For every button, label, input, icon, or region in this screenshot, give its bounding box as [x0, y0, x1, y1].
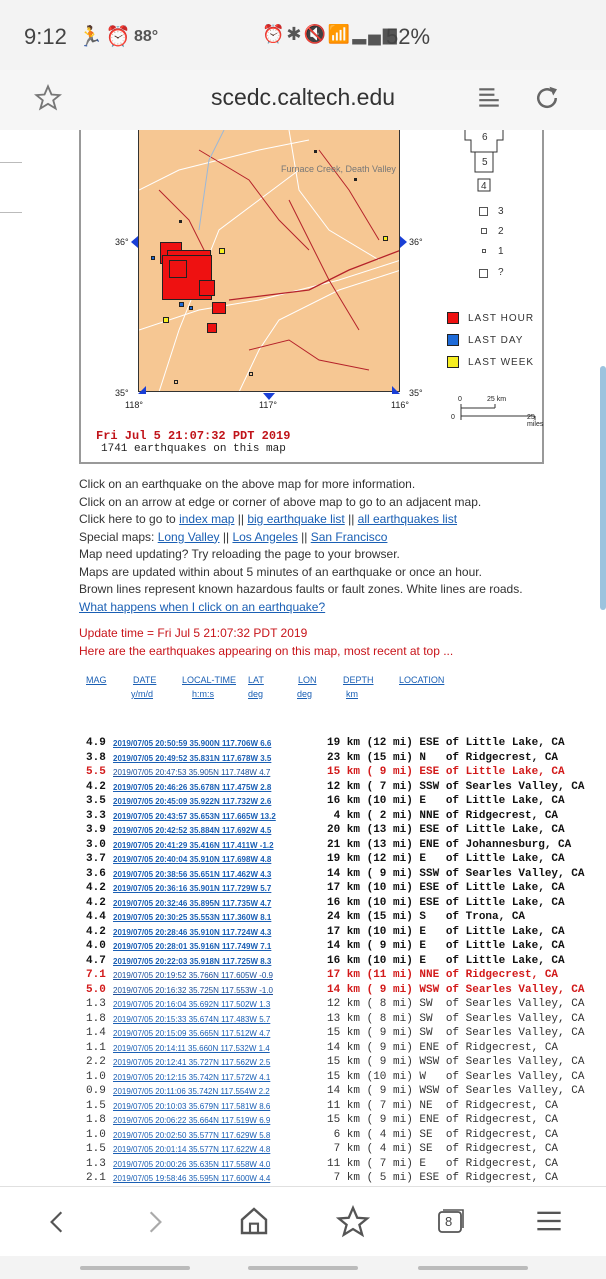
info-line: Click on an earthquake on the above map for more information.	[79, 477, 416, 491]
quake-magnitude: 1.3	[86, 1157, 106, 1170]
info-line: Click on an arrow at edge or corner of above map to go to an adjacent map.	[79, 494, 482, 509]
scale-miles: 25 miles	[527, 414, 544, 428]
quake-location: 12 km ( 8 mi) SW of Searles Valley, CA	[327, 998, 585, 1010]
quake-marker[interactable]	[199, 280, 215, 296]
quake-details-link[interactable]: 2019/07/05 20:40:04 35.910N 117.698W 4.8	[113, 855, 272, 864]
quake-details-link[interactable]: 2019/07/05 20:36:16 35.901N 117.729W 5.7	[113, 884, 272, 893]
quake-details-link[interactable]: 2019/07/05 20:02:50 35.577N 117.629W 5.8	[113, 1130, 271, 1140]
quake-marker[interactable]	[207, 323, 217, 333]
quake-location: 6 km ( 4 mi) SE of Ridgecrest, CA	[327, 1128, 559, 1141]
quake-row	[86, 1100, 606, 1115]
map-timestamp: Fri Jul 5 21:07:32 PDT 2019	[96, 429, 291, 443]
home-icon[interactable]	[238, 1205, 270, 1237]
quake-details-link[interactable]: 2019/07/05 20:15:09 35.665N 117.512W 4.7	[113, 1029, 271, 1038]
quake-location: 14 km ( 9 mi) WSW of Searles Valley, CA	[327, 983, 585, 996]
unknown-size-icon	[479, 269, 488, 278]
info-line: Maps are updated within about 5 minutes of an earthquake or once an hour.	[79, 564, 482, 579]
header-lat-unit[interactable]: deg	[248, 689, 264, 699]
index-map-link[interactable]: index map	[179, 512, 235, 526]
quake-location: 15 km (10 mi) W of Searles Valley, CA	[327, 1070, 585, 1083]
map-info	[79, 476, 579, 616]
lon-label: 116°	[391, 400, 409, 410]
lat-label: 36°	[115, 237, 129, 247]
quake-magnitude: 1.5	[86, 1143, 106, 1155]
menu-icon[interactable]	[535, 1207, 563, 1235]
lat-label: 36°	[409, 237, 423, 247]
quake-location: 17 km (11 mi) NNE of Ridgecrest, CA	[327, 969, 559, 981]
legend-swatch-hour	[447, 312, 459, 324]
quake-row	[86, 1172, 606, 1187]
quake-row	[86, 1042, 606, 1057]
quake-details-link[interactable]: 2019/07/05 20:28:01 35.916N 117.749W 7.1	[113, 942, 272, 951]
quake-row	[86, 1114, 606, 1129]
quake-row	[86, 868, 606, 883]
quake-location: 23 km (15 mi) N of Ridgecrest, CA	[327, 751, 559, 764]
quake-row	[86, 969, 606, 984]
quake-table-header	[0, 674, 606, 704]
info-line: Map need updating? Try reloading the page to your browser.	[79, 547, 400, 561]
map-arrow-southwest[interactable]	[138, 386, 146, 394]
update-time: Update time = Fri Jul 5 21:07:32 PDT 2019	[79, 626, 308, 640]
quake-location: 14 km ( 9 mi) SSW of Searles Valley, CA	[327, 867, 585, 880]
san-francisco-link[interactable]: San Francisco	[310, 529, 388, 544]
quake-row	[86, 839, 606, 854]
quake-location: 14 km ( 9 mi) ENE of Ridgecrest, CA	[327, 1041, 559, 1054]
header-mag[interactable]: MAG	[86, 675, 107, 685]
quake-location: 15 km ( 9 mi) ESE of Little Lake, CA	[327, 766, 565, 778]
size-legend-label: 3	[498, 206, 505, 217]
quake-details-link[interactable]: 2019/07/05 20:11:06 35.742N 117.554W 2.2	[113, 1087, 270, 1096]
legend-label-day: LAST DAY	[468, 335, 524, 346]
quake-magnitude: 3.9	[86, 824, 106, 836]
quake-location: 16 km (10 mi) E of Little Lake, CA	[327, 795, 565, 807]
map-arrow-south[interactable]	[263, 393, 275, 400]
scale-km: 25 km	[487, 396, 507, 403]
quake-details-link[interactable]: 2019/07/05 20:16:32 35.725N 117.553W -1.0	[113, 985, 273, 995]
header-lon-unit[interactable]: deg	[297, 689, 313, 699]
header-depth[interactable]: DEPTH	[343, 675, 374, 685]
quake-magnitude: 4.2	[86, 780, 106, 793]
quake-magnitude: 2.2	[86, 1056, 106, 1068]
quake-details-link[interactable]: 2019/07/05 20:47:53 35.905N 117.748W 4.7	[113, 768, 271, 777]
quake-row	[86, 737, 606, 752]
header-location[interactable]: LOCATION	[399, 675, 445, 685]
gesture-bar	[0, 1256, 606, 1279]
quake-magnitude: 3.0	[86, 838, 106, 851]
quake-row	[86, 882, 606, 897]
quake-magnitude: 1.5	[86, 1099, 106, 1112]
quake-details-link[interactable]: 2019/07/05 20:28:46 35.910N 117.724W 4.3	[113, 927, 272, 937]
status-icons-right: ⏰✱🔇📶▂▄▆	[262, 24, 399, 44]
quake-details-link[interactable]: 2019/07/05 20:01:14 35.577N 117.622W 4.8	[113, 1145, 271, 1154]
quake-marker[interactable]	[314, 150, 317, 153]
quake-details-link[interactable]: 2019/07/05 20:42:52 35.884N 117.692W 4.5	[113, 826, 272, 835]
quake-row	[86, 955, 606, 970]
quake-row	[86, 984, 606, 999]
lat-label: 35°	[115, 388, 129, 398]
header-date[interactable]: DATE	[133, 675, 157, 685]
quake-details-link[interactable]: 2019/07/05 20:19:52 35.766N 117.605W -0.9	[113, 971, 273, 980]
quake-magnitude: 3.6	[86, 867, 106, 880]
quake-row	[86, 795, 606, 810]
quake-location: 11 km ( 7 mi) NE of Ridgecrest, CA	[327, 1099, 559, 1112]
quake-location: 12 km ( 7 mi) SSW of Searles Valley, CA	[327, 780, 585, 793]
tabs-button[interactable]	[436, 1207, 466, 1235]
tab-count: 8	[445, 1214, 453, 1229]
quake-row	[86, 1071, 606, 1086]
quake-details-link[interactable]: 2019/07/05 20:41:29 35.416N 117.411W -1.2	[113, 840, 274, 850]
url-text[interactable]: scedc.caltech.edu	[210, 84, 396, 110]
quake-marker[interactable]	[212, 302, 226, 314]
quake-marker[interactable]	[163, 317, 169, 323]
quake-location: 13 km ( 8 mi) SW of Searles Valley, CA	[327, 1012, 585, 1025]
reader-mode-icon[interactable]	[476, 85, 502, 111]
quake-details-link[interactable]: 2019/07/05 20:10:03 35.679N 117.581W 8.6	[113, 1101, 271, 1111]
quake-marker[interactable]	[219, 248, 225, 254]
quake-magnitude: 3.3	[86, 809, 106, 822]
quake-marker[interactable]	[383, 236, 388, 241]
size-legend-box	[481, 228, 487, 234]
quake-row	[86, 752, 606, 767]
all-earthquakes-list-link[interactable]: all earthquakes list	[357, 512, 458, 526]
map-quake-count: 1741 earthquakes on this map	[101, 443, 286, 455]
info-line: Brown lines represent known hazardous faults or fault zones. White lines are roads.	[79, 582, 523, 596]
legend-swatch-week	[447, 356, 459, 368]
quake-location: 17 km (10 mi) ESE of Little Lake, CA	[327, 882, 565, 894]
quake-location: 15 km ( 9 mi) SW of Searles Valley, CA	[327, 1027, 585, 1039]
quake-details-link[interactable]: 2019/07/05 20:22:03 35.918N 117.725W 8.3	[113, 956, 272, 966]
size-legend-label: 6	[482, 132, 489, 143]
info-links-line: Click here to go to index map || big earthquake list || all earthquakes list	[79, 512, 458, 526]
side-panel-line	[0, 212, 22, 213]
browser-toolbar	[0, 1186, 606, 1256]
quake-marker[interactable]	[174, 380, 178, 384]
quake-details-link[interactable]: 2019/07/05 20:45:09 35.922N 117.732W 2.6	[113, 797, 272, 806]
earthquake-list	[86, 737, 606, 1187]
quake-location: 14 km ( 9 mi) E of Little Lake, CA	[327, 940, 565, 952]
quake-row	[86, 766, 606, 781]
quake-row	[86, 1013, 606, 1028]
quake-details-link[interactable]: 2019/07/05 20:30:25 35.553N 117.360W 8.1	[113, 913, 272, 922]
quake-marker[interactable]	[189, 306, 193, 310]
quake-location: 19 km (12 mi) ESE of Little Lake, CA	[327, 737, 565, 749]
lat-label: 35°	[409, 388, 423, 398]
lon-label: 118°	[125, 400, 143, 410]
quake-location: 7 km ( 4 mi) SE of Ridgecrest, CA	[327, 1143, 559, 1155]
quake-row	[86, 1158, 606, 1173]
quake-magnitude: 4.4	[86, 911, 106, 923]
map-arrow-west[interactable]	[131, 236, 138, 248]
quake-location: 14 km ( 9 mi) WSW of Searles Valley, CA	[327, 1085, 585, 1097]
quake-magnitude: 0.9	[86, 1085, 106, 1097]
map-arrow-southeast[interactable]	[392, 386, 400, 394]
quake-details-link[interactable]: 2019/07/05 20:14:11 35.660N 117.532W 1.4	[113, 1043, 270, 1053]
quake-row	[86, 926, 606, 941]
quake-magnitude: 1.0	[86, 1070, 106, 1083]
quake-details-link[interactable]: 2019/07/05 20:46:26 35.678N 117.475W 2.8	[113, 782, 272, 792]
long-valley-link[interactable]: Long Valley	[157, 529, 220, 544]
quake-magnitude: 1.8	[86, 1114, 106, 1126]
bookmarks-icon[interactable]	[336, 1205, 370, 1239]
size-legend-box	[482, 249, 486, 253]
quake-magnitude: 1.8	[86, 1012, 106, 1025]
quake-details-link[interactable]: 2019/07/05 20:16:04 35.692N 117.502W 1.3	[113, 1000, 271, 1009]
quake-magnitude: 1.0	[86, 1128, 106, 1141]
quake-location: 19 km (12 mi) E of Little Lake, CA	[327, 853, 565, 865]
quake-location: 11 km ( 7 mi) E of Ridgecrest, CA	[327, 1157, 559, 1170]
quake-row	[86, 897, 606, 912]
los-angeles-link[interactable]: Los Angeles	[232, 529, 298, 544]
quake-magnitude: 1.3	[86, 998, 106, 1010]
quake-details-link[interactable]: 2019/07/05 20:38:56 35.651N 117.462W 4.3	[113, 869, 272, 879]
quake-location: 21 km (13 mi) ENE of Johannesburg, CA	[327, 838, 572, 851]
header-depth-unit[interactable]: km	[346, 689, 358, 699]
header-lat[interactable]: LAT	[248, 675, 264, 685]
size-legend-label: 4	[481, 181, 488, 192]
quake-magnitude: 5.0	[86, 983, 106, 996]
quake-row	[86, 1129, 606, 1144]
quake-magnitude: 7.1	[86, 969, 106, 981]
size-legend-box	[479, 207, 488, 216]
size-legend-label: ?	[498, 267, 505, 278]
earthquake-map-panel	[79, 130, 544, 464]
list-description: Here are the earthquakes appearing on this map, most recent at top ...	[79, 644, 454, 658]
quake-row	[86, 1027, 606, 1042]
quake-magnitude: 1.1	[86, 1041, 106, 1054]
status-time: 9:12	[24, 24, 67, 49]
special-maps-line: Special maps: Long Valley || Los Angeles || San Francisco	[79, 529, 388, 544]
scale-zero: 0	[458, 396, 462, 403]
header-date-unit[interactable]: y/m/d	[131, 689, 154, 699]
quake-magnitude: 2.1	[86, 1172, 106, 1184]
header-local-time[interactable]: LOCAL-TIME	[182, 675, 237, 685]
legend-label-week: LAST WEEK	[468, 357, 535, 368]
quake-location: 17 km (10 mi) E of Little Lake, CA	[327, 925, 565, 938]
quake-location: 7 km ( 5 mi) ESE of Ridgecrest, CA	[327, 1172, 559, 1184]
legend-swatch-day	[447, 334, 459, 346]
quake-marker[interactable]	[249, 372, 253, 376]
size-legend-label: 2	[498, 226, 505, 237]
quake-details-link[interactable]: 2019/07/05 20:06:22 35.664N 117.519W 6.9	[113, 1116, 271, 1125]
quake-marker[interactable]	[179, 220, 182, 223]
size-legend-label: 5	[482, 157, 489, 168]
quake-location: 15 km ( 9 mi) WSW of Searles Valley, CA	[327, 1056, 585, 1068]
quake-magnitude: 3.8	[86, 751, 106, 764]
side-panel-line	[0, 162, 22, 163]
quake-magnitude: 3.5	[86, 795, 106, 807]
quake-row	[86, 911, 606, 926]
quake-marker[interactable]	[179, 302, 184, 307]
quake-magnitude: 4.7	[86, 954, 106, 967]
quake-details-link[interactable]: 2019/07/05 20:00:26 35.635N 117.558W 4.0	[113, 1159, 271, 1169]
size-legend-label: 1	[498, 246, 505, 257]
legend-label-hour: LAST HOUR	[468, 313, 535, 324]
status-bar	[0, 0, 606, 70]
quake-details-link[interactable]: 2019/07/05 20:12:15 35.742N 117.572W 4.1	[113, 1072, 271, 1082]
lon-label: 117°	[259, 400, 277, 410]
quake-magnitude: 4.2	[86, 882, 106, 894]
address-bar	[0, 70, 606, 130]
map-arrow-east[interactable]	[400, 236, 407, 248]
forward-icon[interactable]	[142, 1207, 168, 1237]
quake-magnitude: 4.2	[86, 925, 106, 938]
quake-location: 16 km (10 mi) E of Little Lake, CA	[327, 954, 565, 967]
scrollbar-thumb[interactable]	[600, 366, 606, 610]
quake-marker[interactable]	[354, 178, 357, 181]
map-place-label: Furnace Creek, Death Valley	[281, 164, 396, 174]
status-icons-left: 🏃⏰	[78, 26, 134, 48]
reload-icon[interactable]	[532, 83, 562, 113]
quake-row	[86, 1143, 606, 1158]
status-temperature: 88°	[134, 28, 159, 45]
quake-row	[86, 1056, 606, 1071]
big-earthquake-list-link[interactable]: big earthquake list	[247, 512, 345, 526]
quake-row	[86, 810, 606, 825]
quake-magnitude: 3.7	[86, 853, 106, 865]
quake-details-link[interactable]: 2019/07/05 20:15:33 35.674N 117.483W 5.7	[113, 1014, 271, 1024]
quake-magnitude: 4.2	[86, 896, 106, 909]
quake-marker[interactable]	[169, 260, 187, 278]
quake-magnitude: 5.5	[86, 766, 106, 778]
battery-level: 52%	[386, 24, 431, 49]
quake-details-link[interactable]: 2019/07/05 20:50:59 35.900N 117.706W 6.6	[113, 739, 272, 748]
quake-row	[86, 781, 606, 796]
quake-row	[86, 1085, 606, 1100]
quake-location: 20 km (13 mi) ESE of Little Lake, CA	[327, 824, 565, 836]
quake-details-link[interactable]: 2019/07/05 20:32:46 35.895N 117.735W 4.7	[113, 898, 272, 908]
back-icon[interactable]	[44, 1207, 70, 1237]
quake-details-link[interactable]: 2019/07/05 19:58:46 35.595N 117.600W 4.4	[113, 1174, 271, 1183]
quake-magnitude: 1.4	[86, 1027, 106, 1039]
quake-location: 15 km ( 9 mi) ENE of Ridgecrest, CA	[327, 1114, 559, 1126]
earthquake-map[interactable]	[138, 130, 400, 392]
quake-location: 16 km (10 mi) ESE of Little Lake, CA	[327, 896, 565, 909]
quake-location: 4 km ( 2 mi) NNE of Ridgecrest, CA	[327, 809, 559, 822]
quake-row	[86, 853, 606, 868]
quake-row	[86, 998, 606, 1013]
quake-row	[86, 824, 606, 839]
header-lon[interactable]: LON	[298, 675, 317, 685]
quake-magnitude: 4.9	[86, 737, 106, 749]
quake-details-link[interactable]: 2019/07/05 20:49:52 35.831N 117.678W 3.5	[113, 753, 272, 763]
quake-details-link[interactable]: 2019/07/05 20:12:41 35.727N 117.562W 2.5	[113, 1058, 271, 1067]
quake-details-link[interactable]: 2019/07/05 20:43:57 35.653N 117.665W 13.2	[113, 811, 276, 821]
quake-magnitude: 4.0	[86, 940, 106, 952]
quake-row	[86, 940, 606, 955]
quake-marker[interactable]	[151, 256, 155, 260]
quake-location: 24 km (15 mi) S of Trona, CA	[327, 911, 526, 923]
header-local-time-unit[interactable]: h:m:s	[192, 689, 215, 699]
what-happens-link[interactable]: What happens when I click on an earthquake?	[79, 599, 326, 614]
scale-zero: 0	[451, 414, 455, 421]
